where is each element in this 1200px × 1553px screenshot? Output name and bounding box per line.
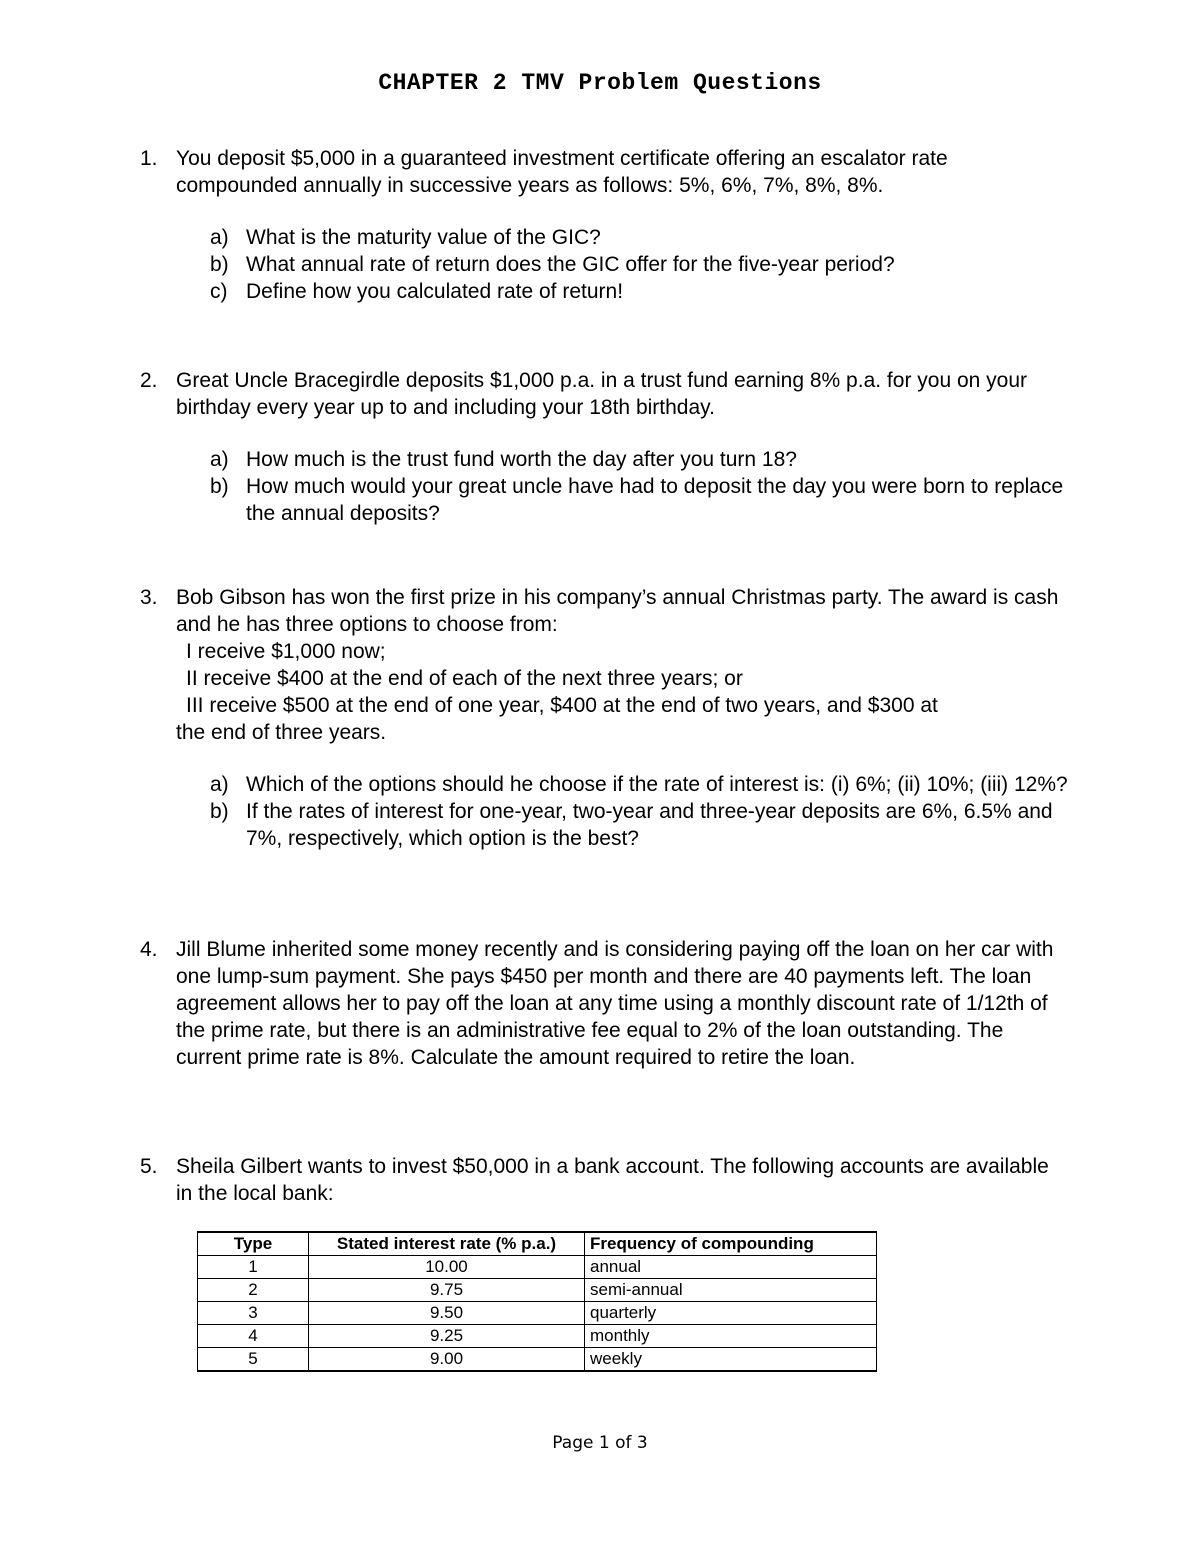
page-number: Page 1 of 3 [552, 1433, 648, 1453]
sub-question [210, 278, 1070, 305]
question-text: Sheila Gilbert wants to invest $50,000 in a bank account. The following accounts are available in the local bank: [176, 1155, 1049, 1205]
question-number: 5. [140, 1155, 158, 1178]
sub-question-text: What is the maturity value of the GIC? [246, 226, 601, 249]
table-cell: 9.50 [309, 1302, 585, 1325]
sub-question [210, 251, 1070, 278]
table-row [198, 1256, 877, 1279]
table-cell: 2 [198, 1279, 309, 1302]
option-item: II receive $400 at the end of each of the next three years; or [186, 667, 743, 690]
sub-question-label: b) [210, 800, 229, 823]
account-rates-table [197, 1231, 877, 1372]
table-cell: weekly [585, 1348, 877, 1372]
table-cell: 9.75 [309, 1279, 585, 1302]
table-cell: monthly [585, 1325, 877, 1348]
sub-question-text: Which of the options should he choose if the rate of interest is: (i) 6%; (ii) 10%; (iii) 12%? [246, 773, 1068, 796]
table-cell: 9.00 [309, 1348, 585, 1372]
option-item: I receive $1,000 now; [186, 640, 386, 663]
sub-question-text: If the rates of interest for one-year, two-year and three-year deposits are 6%, 6.5% and 7%, respectively, which option is the best? [246, 800, 1053, 850]
sub-question-label: b) [210, 475, 229, 498]
question-number: 1. [140, 147, 158, 170]
question-5 [140, 1153, 1070, 1207]
option-item: III receive $500 at the end of one year, $400 at the end of two years, and $300 at [186, 694, 938, 717]
table-cell: 9.25 [309, 1325, 585, 1348]
option-item: the end of three years. [176, 721, 387, 744]
sub-question [210, 473, 1070, 527]
sub-question-label: c) [210, 280, 228, 303]
question-number: 2. [140, 369, 158, 392]
question-4 [140, 936, 1070, 1071]
sub-question-text: How much would your great uncle have had to deposit the day you were born to replace the annual deposits? [246, 475, 1064, 525]
table-cell: 4 [198, 1325, 309, 1348]
column-header-frequency: Frequency of compounding [585, 1232, 877, 1256]
column-header-rate: Stated interest rate (% p.a.) [309, 1232, 585, 1256]
table-row [198, 1302, 877, 1325]
sub-question-label: a) [210, 448, 229, 471]
table-row [198, 1325, 877, 1348]
table-cell: semi-annual [585, 1279, 877, 1302]
question-number: 3. [140, 586, 158, 609]
sub-question-text: Define how you calculated rate of return! [246, 280, 624, 303]
question-text: Great Uncle Bracegirdle deposits $1,000 p.a. in a trust fund earning 8% p.a. for you on your birthday every year up to and including your 18th birthday. [176, 369, 1028, 419]
column-header-type: Type [198, 1232, 309, 1256]
sub-question-label: a) [210, 226, 229, 249]
question-3 [140, 584, 1070, 852]
question-text: Bob Gibson has won the first prize in his company’s annual Christmas party. The award is cash and he has three options to choose from: [176, 586, 1059, 636]
sub-question [210, 771, 1070, 798]
question-number: 4. [140, 938, 158, 961]
table-row [198, 1279, 877, 1302]
table-row [198, 1348, 877, 1372]
page-title: CHAPTER 2 TMV Problem Questions [378, 70, 822, 96]
sub-question-text: How much is the trust fund worth the day after you turn 18? [246, 448, 797, 471]
table-cell: 10.00 [309, 1256, 585, 1279]
option-list [176, 638, 1070, 746]
sub-question [210, 446, 1070, 473]
question-1 [140, 145, 1070, 305]
sub-question-label: b) [210, 253, 229, 276]
sub-question-label: a) [210, 773, 229, 796]
table-cell: 5 [198, 1348, 309, 1372]
question-text: Jill Blume inherited some money recently and is considering paying off the loan on her car with one lump-sum payment. She pays $450 per month and there are 40 payments left. The loan agreement allows her to pay off the loan at any time using a monthly discount rate of 1/12th of the prime rate, but there is an administrative fee equal to 2% of the loan outstanding. The current prime rate is 8%. Calculate the amount required to retire the loan. [176, 938, 1054, 1069]
sub-question [210, 224, 1070, 251]
sub-question-text: What annual rate of return does the GIC offer for the five-year period? [246, 253, 895, 276]
sub-question [210, 798, 1070, 852]
sub-question-list [210, 771, 1070, 852]
table-cell: annual [585, 1256, 877, 1279]
question-text: You deposit $5,000 in a guaranteed investment certificate offering an escalator rate compounded annually in successive years as follows: 5%, 6%, 7%, 8%, 8%. [176, 147, 948, 197]
sub-question-list [210, 446, 1070, 527]
table-cell: quarterly [585, 1302, 877, 1325]
sub-question-list [210, 224, 1070, 305]
table-cell: 1 [198, 1256, 309, 1279]
table-header-row [198, 1232, 877, 1256]
table-cell: 3 [198, 1302, 309, 1325]
question-2 [140, 367, 1070, 527]
